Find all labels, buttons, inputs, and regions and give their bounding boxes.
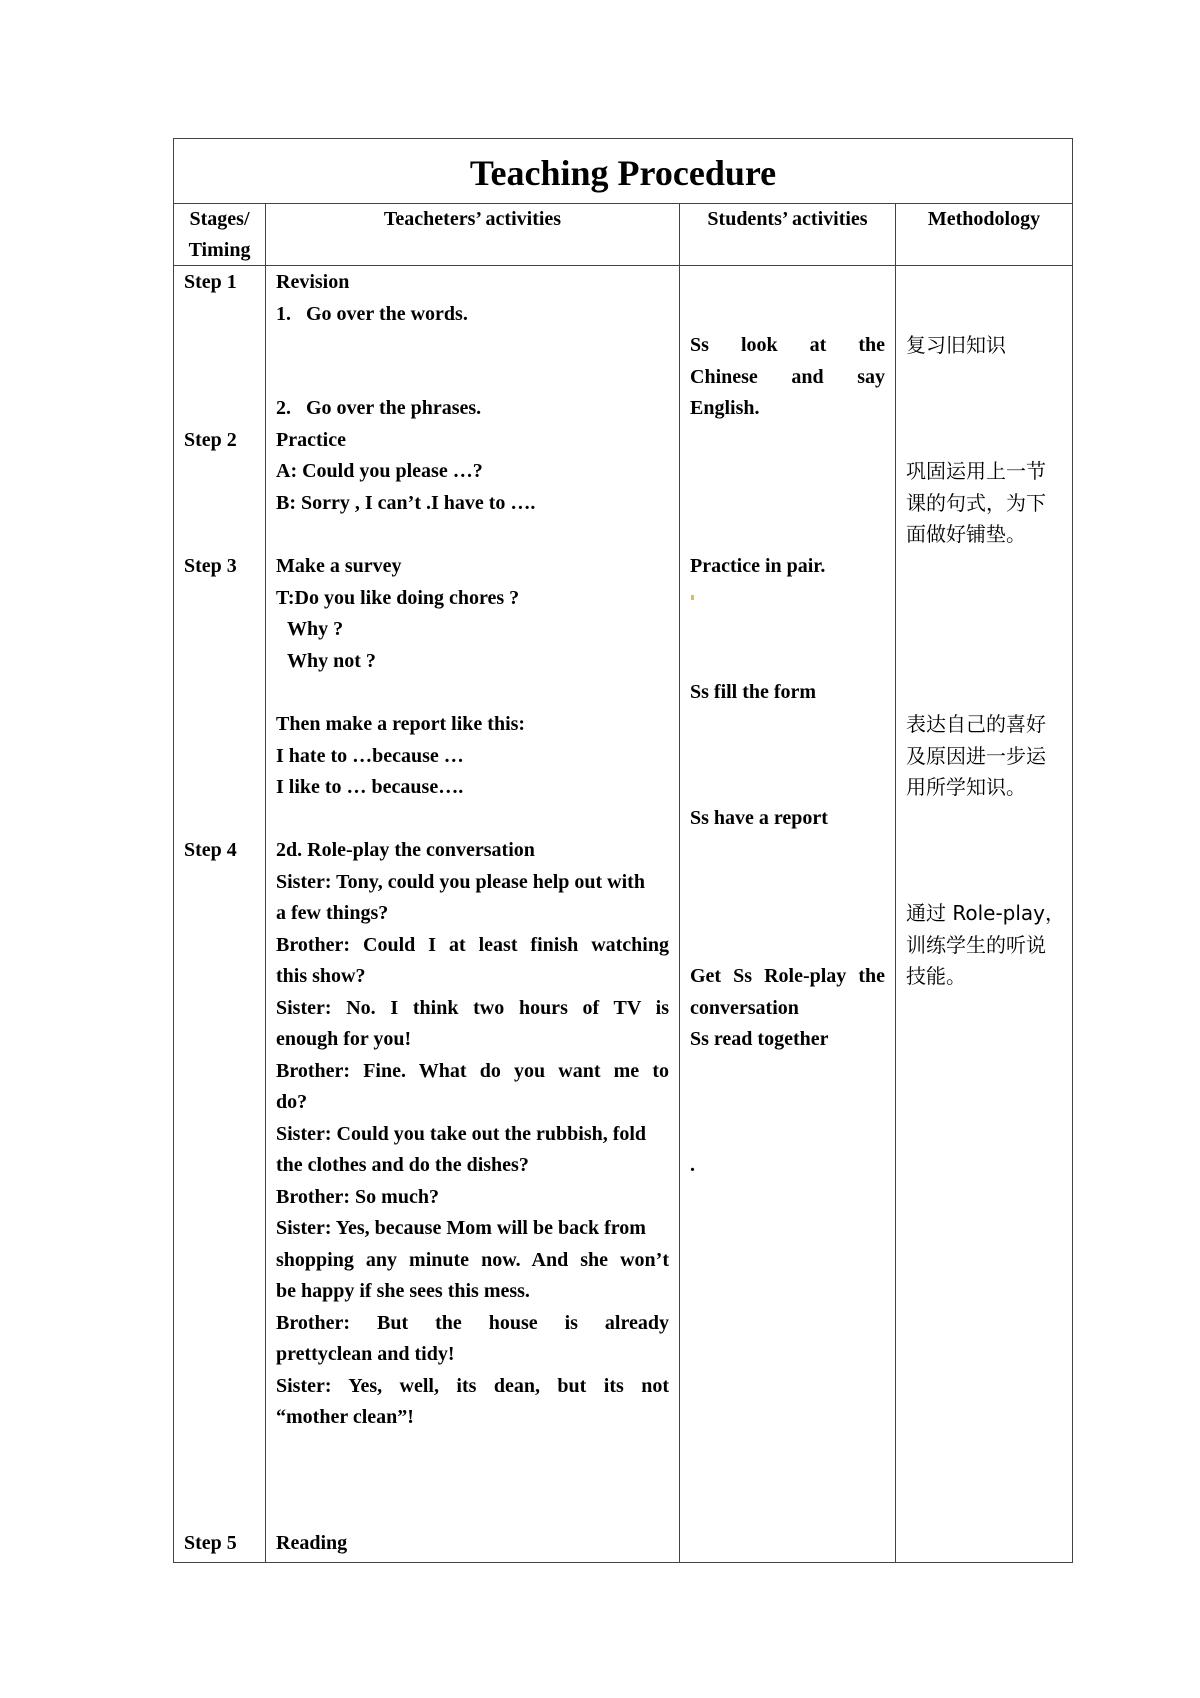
student-line: .: [690, 1154, 695, 1176]
stage-label: Step 2: [184, 429, 237, 451]
column-divider: [895, 203, 896, 1562]
stage-label: Step 3: [184, 555, 237, 577]
teacher-line: Sister: Yes, well, its dean, but its not: [276, 1375, 669, 1397]
teacher-line: Brother: Fine. What do you want me to: [276, 1060, 669, 1082]
teacher-line: Make a survey: [276, 555, 402, 577]
method-line: 用所学知识。: [906, 775, 1026, 799]
teacher-line: this show?: [276, 965, 366, 987]
teacher-line: 1. Go over the words.: [276, 303, 468, 325]
teacher-line: Then make a report like this:: [276, 713, 526, 735]
stage-label: Step 4: [184, 839, 237, 861]
column-divider: [679, 203, 680, 1562]
teacher-line: a few things?: [276, 902, 389, 924]
teacher-line: be happy if she sees this mess.: [276, 1280, 530, 1302]
teacher-line: the clothes and do the dishes?: [276, 1154, 529, 1176]
student-line: English.: [690, 397, 760, 419]
stage-label: Step 1: [184, 271, 237, 293]
teacher-line: Why not ?: [287, 650, 376, 672]
teacher-line: Sister: Could you take out the rubbish, fold: [276, 1123, 647, 1145]
stage-label: Step 5: [184, 1532, 237, 1554]
teacher-line: Sister: Tony, could you please help out with: [276, 871, 645, 893]
table-title: Teaching Procedure: [469, 153, 777, 193]
teacher-line: Sister: Yes, because Mom will be back from: [276, 1217, 646, 1239]
student-line: Get Ss Role-play the: [690, 965, 885, 987]
method-line: 及原因进一步运: [906, 744, 1046, 768]
teacher-line: Revision: [276, 271, 350, 293]
header-students: Students’ activities: [707, 208, 868, 230]
teacher-line: Reading: [276, 1532, 348, 1554]
teacher-line: I like to … because….: [276, 776, 464, 798]
student-line: conversation: [690, 997, 799, 1019]
method-line: 巩固运用上一节: [906, 459, 1046, 483]
column-divider: [265, 203, 266, 1562]
teacher-line: prettyclean and tidy!: [276, 1343, 455, 1365]
student-line: Ss look at the: [690, 334, 885, 356]
teacher-line: Practice: [276, 429, 346, 451]
teacher-line: do?: [276, 1091, 308, 1113]
teacher-line: A: Could you please …?: [276, 460, 483, 482]
method-line: 面做好铺垫。: [906, 522, 1026, 546]
method-line: 通过 Role-play，: [906, 901, 1066, 925]
teacher-line: B: Sorry , I can’t .I have to ….: [276, 492, 536, 514]
header-stages: Stages/ Timing: [188, 208, 251, 261]
student-line: Ss read together: [690, 1028, 829, 1050]
header-divider: [174, 265, 1072, 266]
table-title-row: [174, 139, 1072, 204]
student-line: Chinese and say: [690, 366, 885, 388]
stray-mark: [691, 595, 694, 600]
method-line: 表达自己的喜好: [906, 712, 1046, 736]
header-teachers: Teacheters’ activities: [383, 208, 562, 230]
teacher-line: Brother: Could I at least finish watching: [276, 934, 669, 956]
teacher-line: Sister: No. I think two hours of TV is: [276, 997, 669, 1019]
teacher-line: “mother clean”!: [276, 1406, 414, 1428]
teaching-procedure-table: [173, 138, 1073, 1563]
teacher-line: Why ?: [287, 618, 344, 640]
teacher-line: 2d. Role-play the conversation: [276, 839, 535, 861]
teacher-line: I hate to …because …: [276, 745, 464, 767]
method-line: 复习旧知识: [906, 333, 1006, 357]
teacher-line: Brother: But the house is already: [276, 1312, 669, 1334]
method-line: 课的句式，为下: [906, 491, 1046, 515]
student-line: Ss have a report: [690, 807, 828, 829]
student-line: Ss fill the form: [690, 681, 817, 703]
header-methodology: Methodology: [927, 208, 1041, 230]
teacher-line: shopping any minute now. And she won’t: [276, 1249, 669, 1271]
teacher-line: enough for you!: [276, 1028, 412, 1050]
teacher-line: 2. Go over the phrases.: [276, 397, 482, 419]
teacher-line: T:Do you like doing chores ?: [276, 587, 520, 609]
student-line: Practice in pair.: [690, 555, 826, 577]
method-line: 训练学生的听说: [906, 933, 1046, 957]
method-line: 技能。: [906, 964, 966, 988]
teacher-line: Brother: So much?: [276, 1186, 439, 1208]
